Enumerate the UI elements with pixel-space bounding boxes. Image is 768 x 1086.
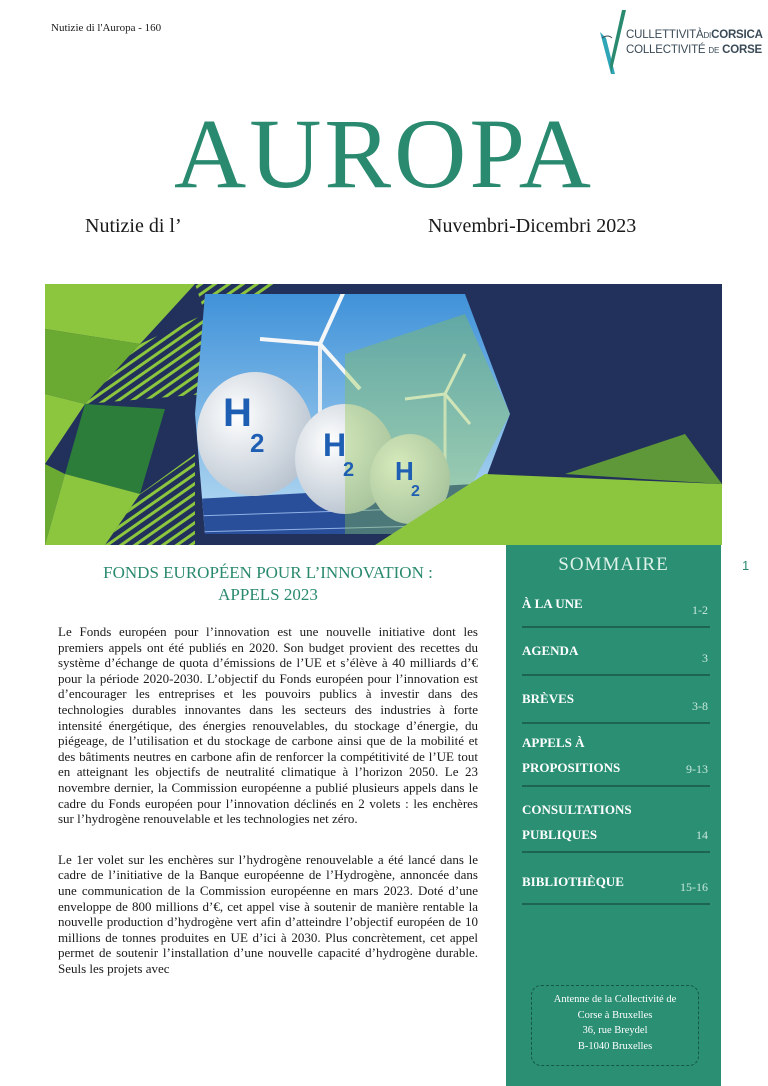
h2-label: H: [323, 427, 347, 463]
page-number: 1: [742, 558, 750, 573]
toc-item-page: 9-13: [686, 762, 708, 776]
collectivite-logo: [598, 8, 763, 76]
sidebar-title: SOMMAIRE: [558, 554, 669, 575]
h2-label: 2: [343, 459, 355, 481]
logo-line-french: [626, 44, 762, 56]
h2-label: 2: [411, 483, 420, 500]
article-title: [58, 562, 478, 606]
toc-item-appels[interactable]: [522, 724, 710, 787]
hydrogen-banner-image: [45, 284, 722, 545]
logo-word: CULLETTIVITÀ: [626, 29, 704, 41]
logo-word: DI: [703, 31, 712, 40]
sommaire-sidebar: [506, 545, 721, 1086]
issue-label: Nutizie di l'Auropa - 160: [51, 22, 162, 34]
logo-mark-icon: [598, 8, 628, 76]
toc-item-page: 3-8: [692, 699, 708, 713]
toc-item-agenda[interactable]: [522, 628, 710, 676]
h2-label: H: [395, 456, 414, 486]
main-article: [58, 562, 478, 984]
logo-word: DE: [708, 46, 720, 55]
address-line: Corse à Bruxelles: [577, 1009, 653, 1021]
issue-date: Nuvembri-Dicembri 2023: [428, 215, 637, 237]
office-address: [531, 985, 699, 1066]
logo-word: COLLECTIVITÉ: [626, 44, 706, 56]
toc-item-label: À LA UNE: [522, 596, 583, 611]
logo-line-corsican: [626, 29, 763, 41]
article-paragraph: Le Fonds européen pour l’innovation est une nouvelle initiative dont les premiers appels ont été publiés en 2020. Son budget provient des recettes du système d’échange de quota d’émissions de l’UE et s’élève à 40 milliards d’€ pour la période 2020-2030. L’objectif du Fonds européen pour l’innovation est d’encourager les entreprises et les pouvoirs publics à investir dans des technologies durables innovantes dans les secteurs des industries à forte intensité énergétique, des énergies renouvelables, du stockage d’énergie, du piégeage, de l’utilisation et du stockage de carbone ainsi que de la mobilité et des bâtiments neutres en carbone afin de renforcer la compétitivité de l’UE tout en atteignant les objectifs de neutralité climatique à l’horizon 2050. Le 23 novembre dernier, la Commission européenne a publié plusieurs appels dans le cadre du Fonds européen pour l’innovation déclinés en 2 volets : les enchères sur l’hydrogène renouvelable et les technologies net zéro.: [58, 624, 478, 827]
toc-item-label: APPELS À: [522, 735, 585, 750]
address-line: B-1040 Bruxelles: [577, 1040, 653, 1052]
address-line: Antenne de la Collectivité de: [553, 994, 677, 1005]
toc-item-breves[interactable]: [522, 676, 710, 724]
toc-item-page: 3: [702, 651, 708, 665]
toc-item-label: CONSULTATIONS: [522, 802, 632, 817]
toc-item-page: 1-2: [692, 603, 708, 617]
toc-item-label: BIBLIOTHÈQUE: [522, 874, 624, 889]
h2-label: 2: [250, 428, 265, 458]
toc-item-bibliotheque[interactable]: [522, 853, 710, 905]
table-of-contents: [522, 585, 710, 905]
article-paragraph: Le 1er volet sur les enchères sur l’hydrogène renouvelable a été lancé dans le cadre de l’initiative de la Banque européenne de l’Hydrogène, annoncée dans une communication de la Commission européenne en mars 2023. Doté d’une enveloppe de 800 millions d’€, cet appel vise à soutenir de manière rentable la nouvelle production d’hydrogène vert afin d’atteindre l’objectif européen de 10 millions de tonnes produites en UE d’ici à 2030. Plus concrètement, cet appel permet de soutenir l’installation d’une nouvelle capacité d’hydrogène durable. Seuls les projets avec: [58, 851, 478, 976]
h2-label: H: [223, 391, 252, 435]
toc-item-page: 14: [696, 828, 708, 842]
toc-item-a-la-une[interactable]: [522, 585, 710, 628]
toc-item-label: AGENDA: [522, 643, 579, 658]
toc-item-label: PROPOSITIONS: [522, 760, 621, 775]
masthead-subtitle: Nutizie di l’: [85, 215, 182, 237]
article-title-line: APPELS 2023: [218, 585, 318, 604]
masthead-title: AUROPA: [173, 98, 594, 209]
logo-word: CORSE: [722, 44, 763, 56]
article-title-line: FONDS EUROPÉEN POUR L’INNOVATION :: [103, 563, 433, 582]
address-line: 36, rue Breydel: [582, 1025, 648, 1036]
toc-item-consultations[interactable]: [522, 787, 710, 853]
toc-item-page: 15-16: [680, 880, 708, 894]
toc-item-label: PUBLIQUES: [522, 827, 598, 842]
toc-item-label: BRÈVES: [522, 691, 575, 706]
logo-word: CORSICA: [711, 29, 763, 41]
